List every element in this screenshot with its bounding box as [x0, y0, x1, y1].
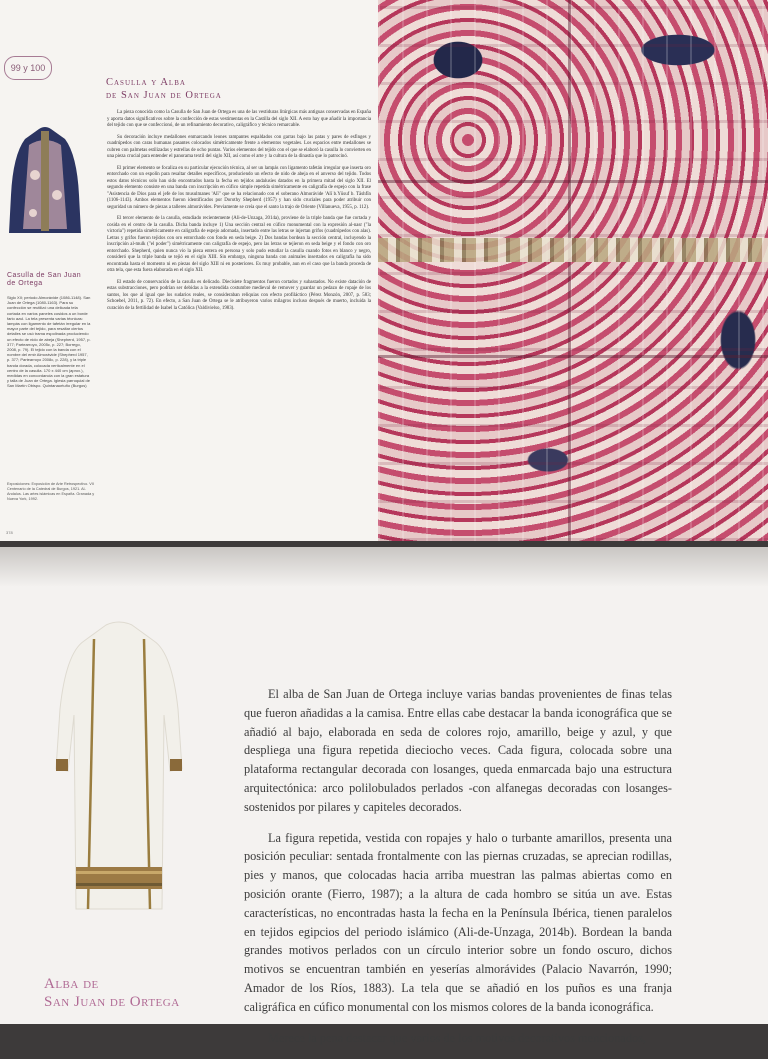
paragraph: Su decoración incluye medallones enmarcando leones rampantes espaldados con garras bajo las patas y pares de esfinges y cuadrúpedos con caras humanas pasantes colocados simétricamente frente a elementos vegetales. Los espacios entre medallones se cubren con palmetas estilizadas y estrellas de ocho puntas. Varios elementos del tejido con el que se elaboró la casulla lo convierten en una pieza crucial para entender el panorama textil del siglo XII, así como el arte y la cultura de la dinastía que lo patrocinó. [107, 134, 371, 159]
paragraph: El primer elemento se focaliza en su particular ejecución técnica, al ser un lampás con ligamento tafetán irregular que inserta oro entorchado con un espolín para resaltar detalles específicos, produciendo un efecto de nido de abeja en el anverso del tejido. Todos estos datos técnicos solo han sido encontrados hasta la fecha en tejidos andalusíes datados en la primera mitad del siglo XII. El segundo elemento consiste en una banda con inscripción en cúfico simple repetida simétricamente en caligrafía de espejo con la frase "Asistencia de Dios para el jefe de los musulmanes 'Alī" que se ha relacionado con el soberano Almorávide 'Alī b.Yūsuf b. Tāshfīn (1106-1143). Ambos elementos fueron identificados por Dorothy Shepherd (1957) y han sido cruciales para poder atribuir con seguridad un número de piezas a talleres almorávides. Previamente se creía que el santo la trajo de Oriente (Villanueva, 1955, p. 112). [107, 165, 371, 210]
casulla-textile-detail-image [378, 0, 768, 541]
paragraph: La figura repetida, vestida con ropajes y halo o turbante amarillos, presenta una posición peculiar: sentada frontalmente con las piernas cruzadas, se aprecian rodillas, pies y manos, que colocadas hacia arriba muestran las palmas abiertas como en posición orante (Fierro, 1987); a la altura de cada hombro se sitúa un ave. Estas características, no encontradas hasta la fecha en la Península Ibérica, tienen paralelos en tejidos egipcios del periodo islámico (Ali-de-Unzaga, 2014b). Bordean la banda grandes motivos perlados con un círculo interior sobre un fondo oscuro, dichos motivos se encuentran también en yeserías almorávides (Palacio Navarrón, 1990; Amador de los Ríos, 1883). La tela que se añadió en los puños es una franja caligráfica en cúfico monumental con los mismos colores de la banda iconográfica. [244, 830, 672, 1014]
casulla-exhibitions-note: Exposiciones: Exposición de Arte Retrospectivo. VII Centenario de la Catedral de Burgos, 1921. Al-Andalus. Las artes islámicas en España. Granada y Nueva York, 1992. [7, 482, 95, 501]
casulla-thumbnail-image [9, 125, 81, 237]
textile-gold-band [378, 238, 768, 262]
casulla-caption-title: Casulla de San Juan de Ortega [7, 272, 82, 287]
paragraph: El tercer elemento de la casulla, estudiado recientemente (Ali-de-Unzaga, 2014a), proviene de la triple banda que fue cortada y cosida en el centro de la casulla. Dicha banda incluye 1) Una sección central en cúfico monumental con la expresión al-nasr ("la victoria") repetida simétricamente en caligrafía de espejo adornada, insertado entre las letras se injertan grifos (cuadrúpedos con alas). Letras y grifos fueron tejidos con oro entorchado con fondo en seda beige. 2) Dos bandas bordean la sección central, incluyendo la inscripción al-mulk ("el poder") simétricamente con caligrafía de espejo, pero las letras se tejieron en seda beige y el fondo con oro entorchado. Shepherd, quien nunca vio la pieza entera en persona y solo pudo estudiar la casulla cuando fotos en blanco y negro, consideró que la triple banda se tejió en el siglo XIII. Sin embargo, ninguna banda con animales insertados en caligrafía ha sido encontrada hasta el momento ni en piezas del siglo XIII ni en posteriores. Es muy probable, aun en el caso que la banda proceda de otra tela, que esta fuera elaborada en el siglo XII. [107, 216, 371, 273]
paragraph: La pieza conocida como la Casulla de San Juan de Ortega es una de las vestiduras litúrgicas más antiguas conservadas en España y aporta datos significativos sobre la confección de estas vestimentas en la Castilla del siglo XII. A esto hay que añadir la importancia del tejido con que se confeccionó, de un refinamiento decorativo, caligráfico y técnico remarcable. [107, 110, 371, 128]
paragraph: El estado de conservación de la casulla es delicado. Diecisiete fragmentos fueron cortados y subastados. No existe datación de estas substracciones, pero podrían ser debidas a la extendida costumbre medieval de remover y guardar un pedazo de ropaje de los santos, los que al igual que los sudarios reales, se consideraban reliquias con efecto profiláctico (Pérez Monzón, 2007, p. 583; Schoebel, 2011, p. 72). En efecto, a San Juan de Ortega se le atribuyeron varios milagros incluso después de muerto, incluida la curación de la fertilidad de Isabel la Católica (Valdivielso, 1983). [107, 279, 371, 311]
textile-pattern-overlay [378, 0, 768, 541]
article-body-top [107, 110, 371, 530]
article-body-bottom [244, 685, 672, 1059]
textile-seam [568, 0, 571, 541]
article-title [106, 76, 366, 102]
article-title-line-2: de San Juan de Ortega [106, 90, 222, 101]
article-title-line-1: Casulla y Alba [106, 77, 186, 88]
textile-seam [378, 180, 768, 183]
casulla-caption-body: Siglo XII; periodo Almorávide (1086-1148). San Juan de Ortega (1080-1163). Para su confección se reutilizó una delicada tela cortada en varios paneles cosidos a un borde fario azul. La tela presenta varias técnicas: lampás con ligamento de tafetán irregular en la mayor parte del tejido, para resaltar ciertos detalles se usó trama espolinada produciendo un efecto de nido de abeja (Shepherd, 1957, p. 377; Partearroyo, 2005c, p. 227; Borrego, 2008, p. 79). El tejido con la banda con el nombre del emir Almorávide (Shepherd 1957, p. 377; Partearroyo 2008c, p. 228), y la triple banda dorada, colocada verticalmente en el centro de la casulla. 170 x 440 cm (aprox.), medidas en concordancia con la gran estatura y talla de Juan de Ortega. Iglesia parroquial de San Martín Obispo. Quintanaortuño (Burgos) [7, 295, 91, 389]
lower-text-page [0, 547, 768, 1045]
alba-caption-title-line-1: Alba de [44, 976, 99, 992]
alba-photograph [54, 619, 184, 919]
alba-caption-title-line-2: San Juan de Ortega [44, 994, 180, 1010]
paragraph: Merece la pena destacar que varios de los motivos decorativos mencionados, [268, 1030, 646, 1045]
folio-number: 378 [6, 530, 13, 535]
textile-seam [378, 355, 768, 358]
page-number-label: 99 y 100 [4, 56, 52, 80]
page-shadow [0, 547, 768, 587]
upper-text-page [0, 0, 378, 541]
paragraph: El alba de San Juan de Ortega incluye varias bandas provenientes de finas telas que fueron añadidas a la camisa. Entre ellas cabe destacar la banda iconográfica que se añadió al bajo, elaborada en seda de colores rojo, amarillo, beige y azul, y que despliega una figura repetida dieciocho veces. Cada figura, colocada sobre una plataforma rectangular decorada con losanges, queda enmarcada bajo una estructura arquitectónica: arco polilobulados perlados -con alfanegas decoradas con losanges- sostenidos por pilares y capiteles decorados. [244, 687, 672, 814]
alba-caption-title [44, 975, 244, 1011]
